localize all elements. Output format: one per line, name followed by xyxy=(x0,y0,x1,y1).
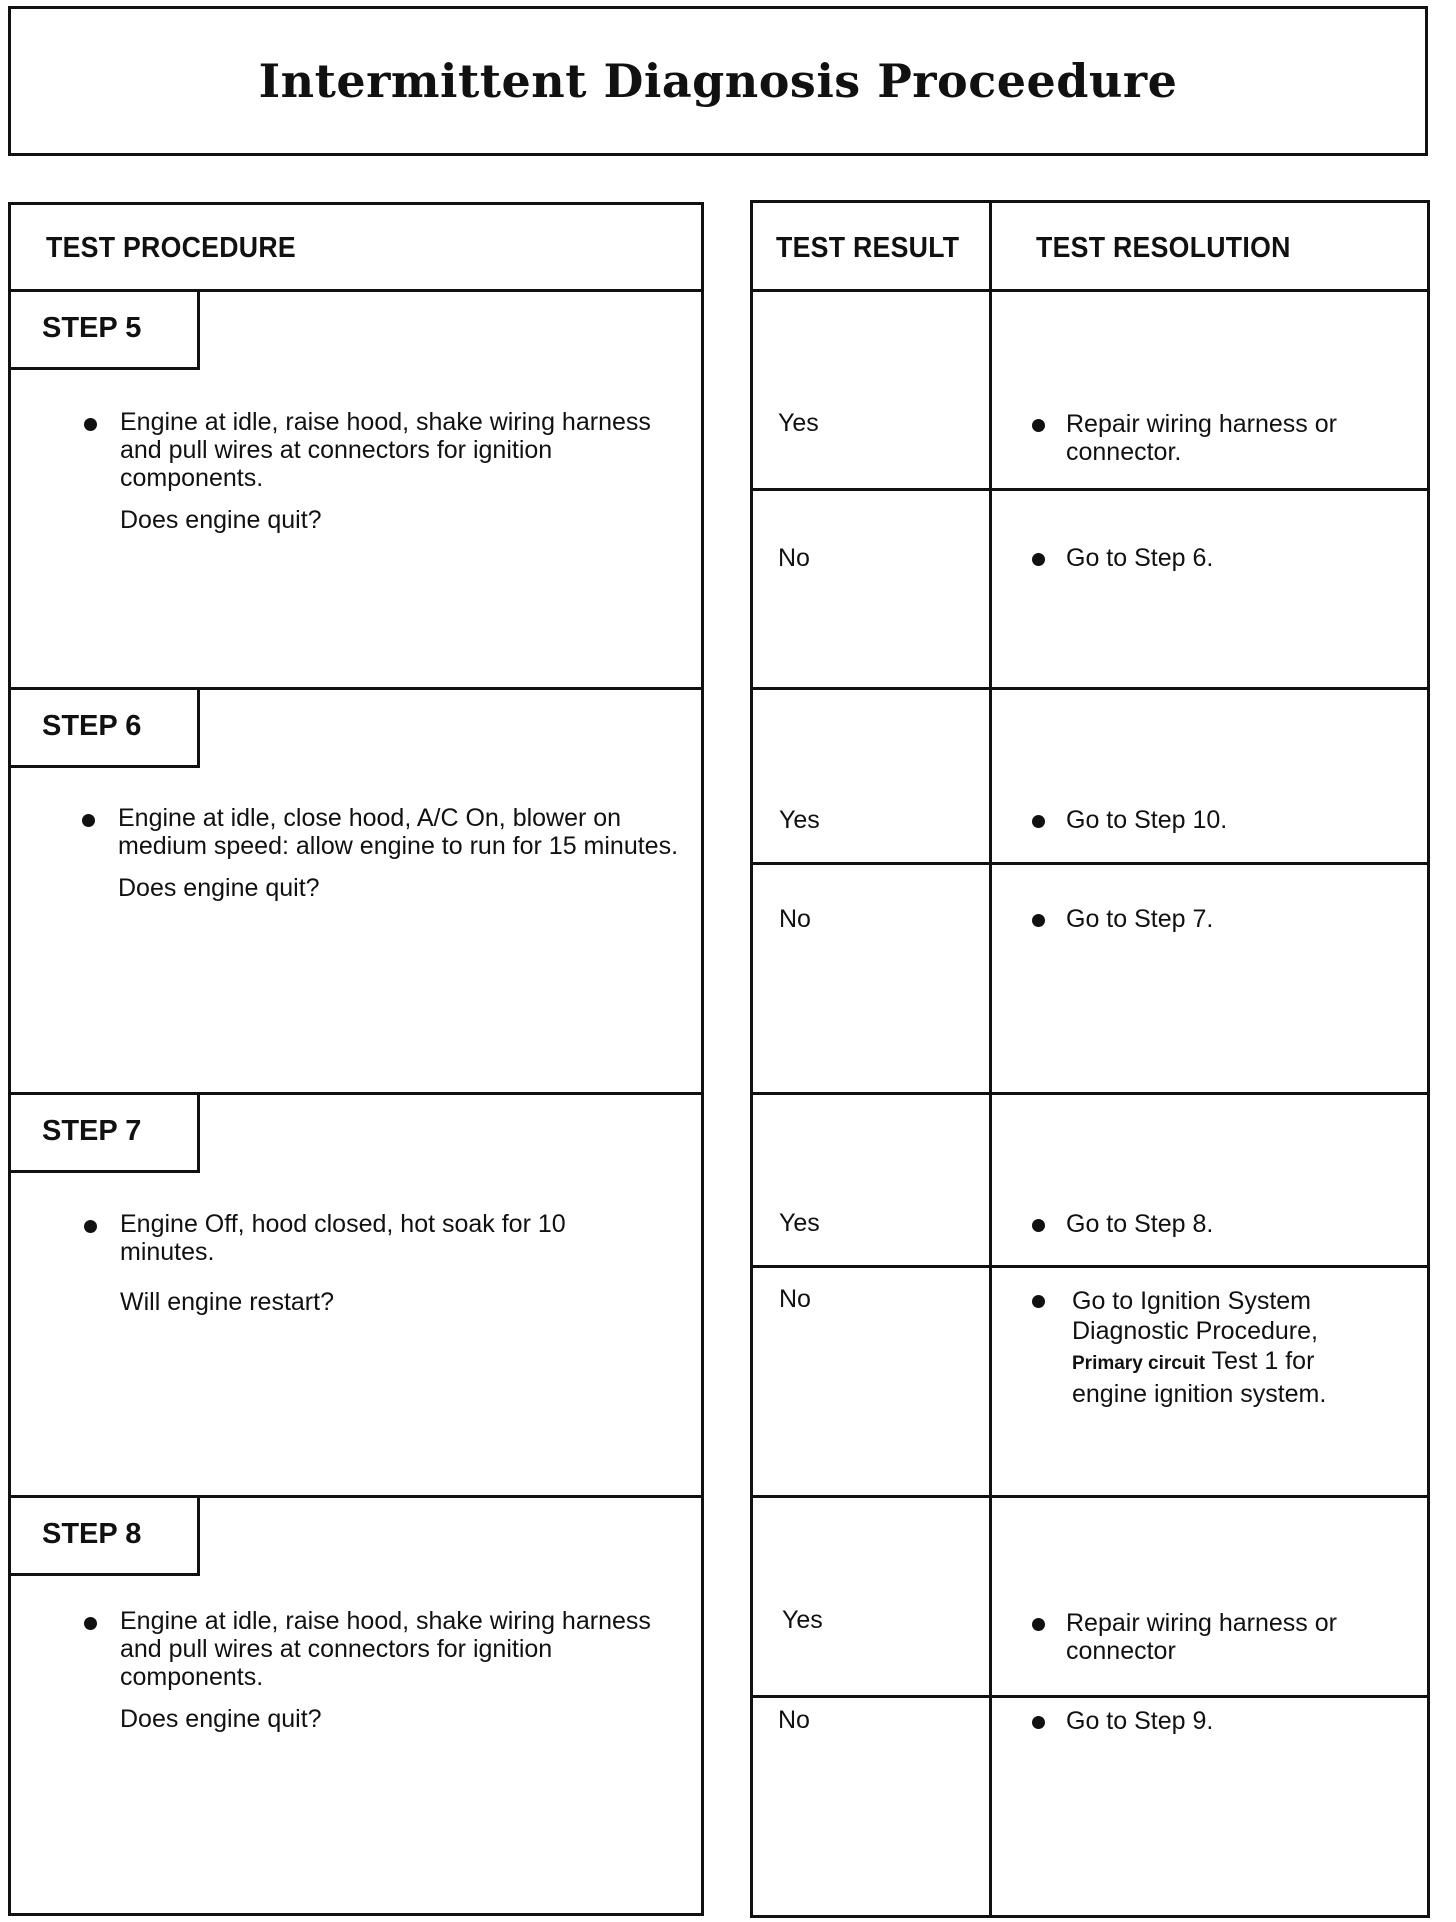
yes-no-divider xyxy=(750,1695,1430,1698)
step-7-question: Will engine restart? xyxy=(120,1288,334,1316)
bullet-icon xyxy=(1032,815,1045,828)
step-5-label: STEP 5 xyxy=(10,290,200,370)
step-divider-right xyxy=(750,1495,1430,1498)
step-6-yes-label: Yes xyxy=(779,806,820,834)
yes-no-divider xyxy=(750,862,1430,865)
header-test-procedure: TEST PROCEDURE xyxy=(46,232,296,264)
step-5-question: Does engine quit? xyxy=(120,506,322,534)
step-7-instruction: Engine Off, hood closed, hot soak for 10 minutes. xyxy=(120,1210,566,1266)
results-column-divider xyxy=(989,200,992,1918)
bullet-icon xyxy=(82,814,95,827)
page-title: Intermittent Diagnosis Proceedure xyxy=(258,54,1178,108)
step-6-instruction: Engine at idle, close hood, A/C On, blower on medium speed: allow engine to run for 15 minutes. xyxy=(118,804,679,860)
step-6-question: Does engine quit? xyxy=(118,874,320,902)
step-5-no-resolution: Go to Step 6. xyxy=(1030,544,1410,572)
step-5-procedure xyxy=(90,408,690,534)
yes-no-divider xyxy=(750,488,1430,491)
step-8-yes-label: Yes xyxy=(782,1606,823,1634)
header-test-resolution: TEST RESOLUTION xyxy=(1036,232,1291,264)
step-7-procedure xyxy=(90,1210,690,1316)
step-7-no-label: No xyxy=(779,1285,811,1313)
step-7-label: STEP 7 xyxy=(10,1093,200,1173)
bullet-icon xyxy=(1032,914,1045,927)
step-5-instruction: Engine at idle, raise hood, shake wiring harness and pull wires at connectors for ignition components. xyxy=(120,408,651,492)
step-8-question: Does engine quit? xyxy=(120,1705,322,1733)
step-6-procedure xyxy=(88,804,688,902)
step-5-yes-label: Yes xyxy=(778,409,819,437)
bullet-icon xyxy=(84,1617,97,1630)
header-test-result: TEST RESULT xyxy=(776,232,960,264)
step-6-yes-resolution: Go to Step 10. xyxy=(1030,806,1410,834)
step-7-no-resolution xyxy=(1030,1286,1410,1409)
step-divider-right xyxy=(750,687,1430,690)
bullet-icon xyxy=(1032,1716,1045,1729)
header-divider-right xyxy=(750,289,1430,292)
bullet-icon xyxy=(84,418,97,431)
step-7-yes-label: Yes xyxy=(779,1209,820,1237)
step-6-label: STEP 6 xyxy=(10,688,200,768)
step-7-no-resolution-text: Go to Ignition System Diagnostic Procedure, xyxy=(1072,1287,1318,1345)
step-8-procedure xyxy=(90,1607,690,1733)
step-6-no-label: No xyxy=(779,905,811,933)
bullet-icon xyxy=(1032,1295,1045,1308)
bullet-icon xyxy=(1032,1219,1045,1232)
step-6-no-resolution: Go to Step 7. xyxy=(1030,905,1410,933)
bullet-icon xyxy=(84,1220,97,1233)
step-8-label: STEP 8 xyxy=(10,1496,200,1576)
yes-no-divider xyxy=(750,1265,1430,1268)
step-8-no-label: No xyxy=(778,1706,810,1734)
step-divider-right xyxy=(750,1092,1430,1095)
title-box xyxy=(8,6,1428,156)
bullet-icon xyxy=(1032,553,1045,566)
step-8-no-resolution: Go to Step 9. xyxy=(1030,1707,1410,1735)
step-8-instruction: Engine at idle, raise hood, shake wiring harness and pull wires at connectors for ignition components. xyxy=(120,1607,651,1691)
bullet-icon xyxy=(1032,419,1045,432)
step-5-no-label: No xyxy=(778,544,810,572)
step-7-no-resolution-tail: Test 1 for engine ignition system. xyxy=(1072,1347,1327,1408)
step-8-yes-resolution: Repair wiring harness or connector xyxy=(1030,1609,1410,1665)
step-5-yes-resolution: Repair wiring harness or connector. xyxy=(1030,410,1410,466)
step-7-yes-resolution: Go to Step 8. xyxy=(1030,1210,1410,1238)
bullet-icon xyxy=(1032,1618,1045,1631)
step-7-no-resolution-small: Primary circuit xyxy=(1072,1353,1206,1374)
